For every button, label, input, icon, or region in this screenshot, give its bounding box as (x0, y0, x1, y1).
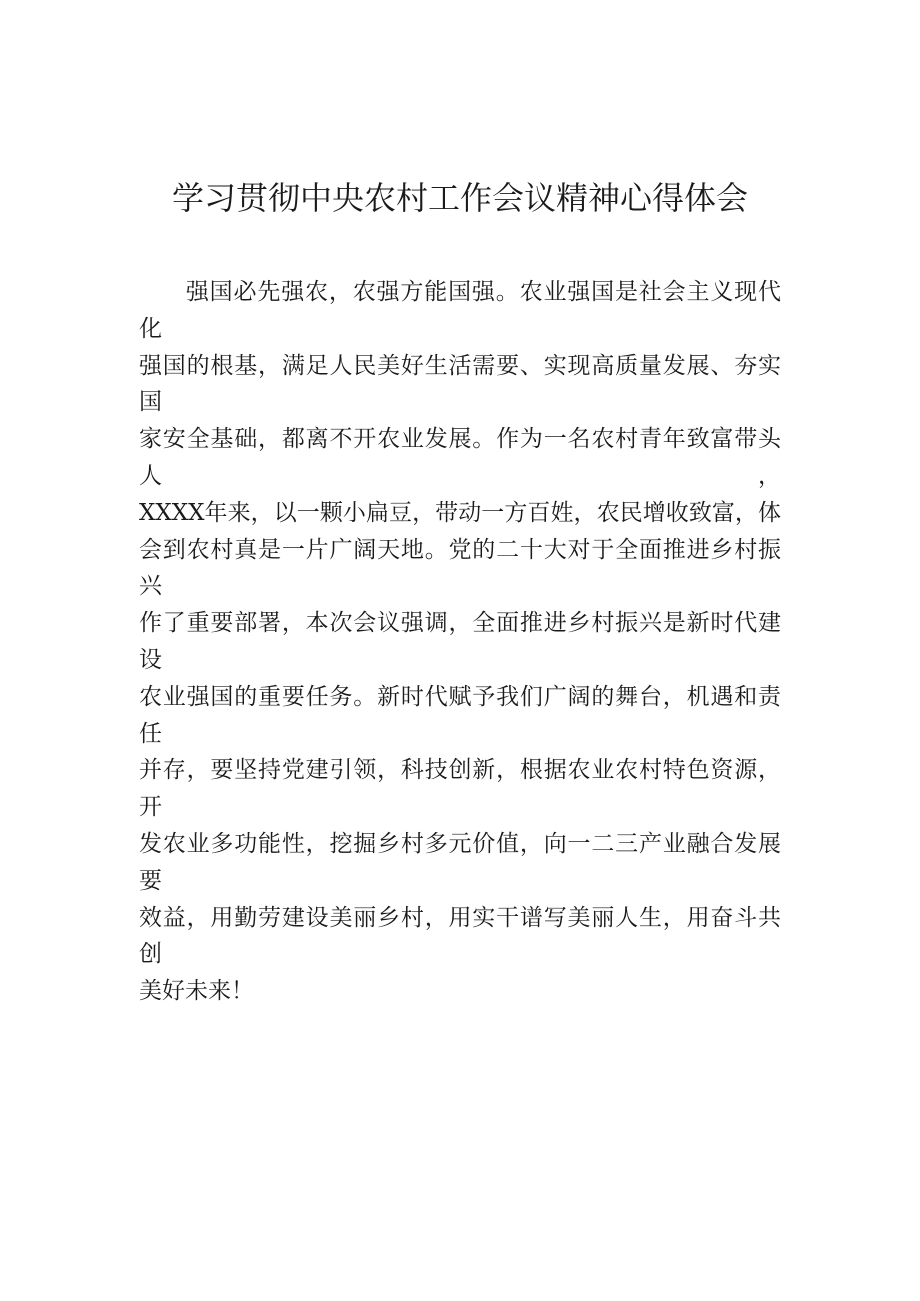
body-line: 并存，要坚持党建引领，科技创新，根据农业农村特色资源，开 (139, 757, 781, 821)
body-line: XXXX年来，以一颗小扁豆，带动一方百姓，农民增收致富，体 (139, 499, 781, 526)
body-line: 美好未来！ (139, 978, 254, 1005)
body-line: 农业强国的重要任务。新时代赋予我们广阔的舞台，机遇和责任 (139, 683, 781, 747)
body-line: 效益，用勤劳建设美丽乡村，用实干谱写美丽人生，用奋斗共创 (139, 904, 781, 968)
body-line: 发农业多功能性，挖掘乡村多元价值，向一二三产业融合发展要 (139, 830, 781, 894)
body-line: 作了重要部署，本次会议强调，全面推进乡村振兴是新时代建设 (139, 610, 781, 673)
body-line: 强国必先强农，农强方能国强。农业强国是社会主义现代化 (139, 279, 781, 342)
body-line: 强国的根基，满足人民美好生活需要、实现高质量发展、夯实国 (139, 352, 781, 416)
body-line: 家安全基础，都离不开农业发展。作为一名农村青年致富带头人， (139, 426, 781, 489)
body-line: 会到农村真是一片广阔天地。党的二十大对于全面推进乡村振兴 (139, 536, 781, 600)
document-body (139, 274, 781, 1010)
document-title: 学习贯彻中央农村工作会议精神心得体会 (171, 179, 748, 217)
